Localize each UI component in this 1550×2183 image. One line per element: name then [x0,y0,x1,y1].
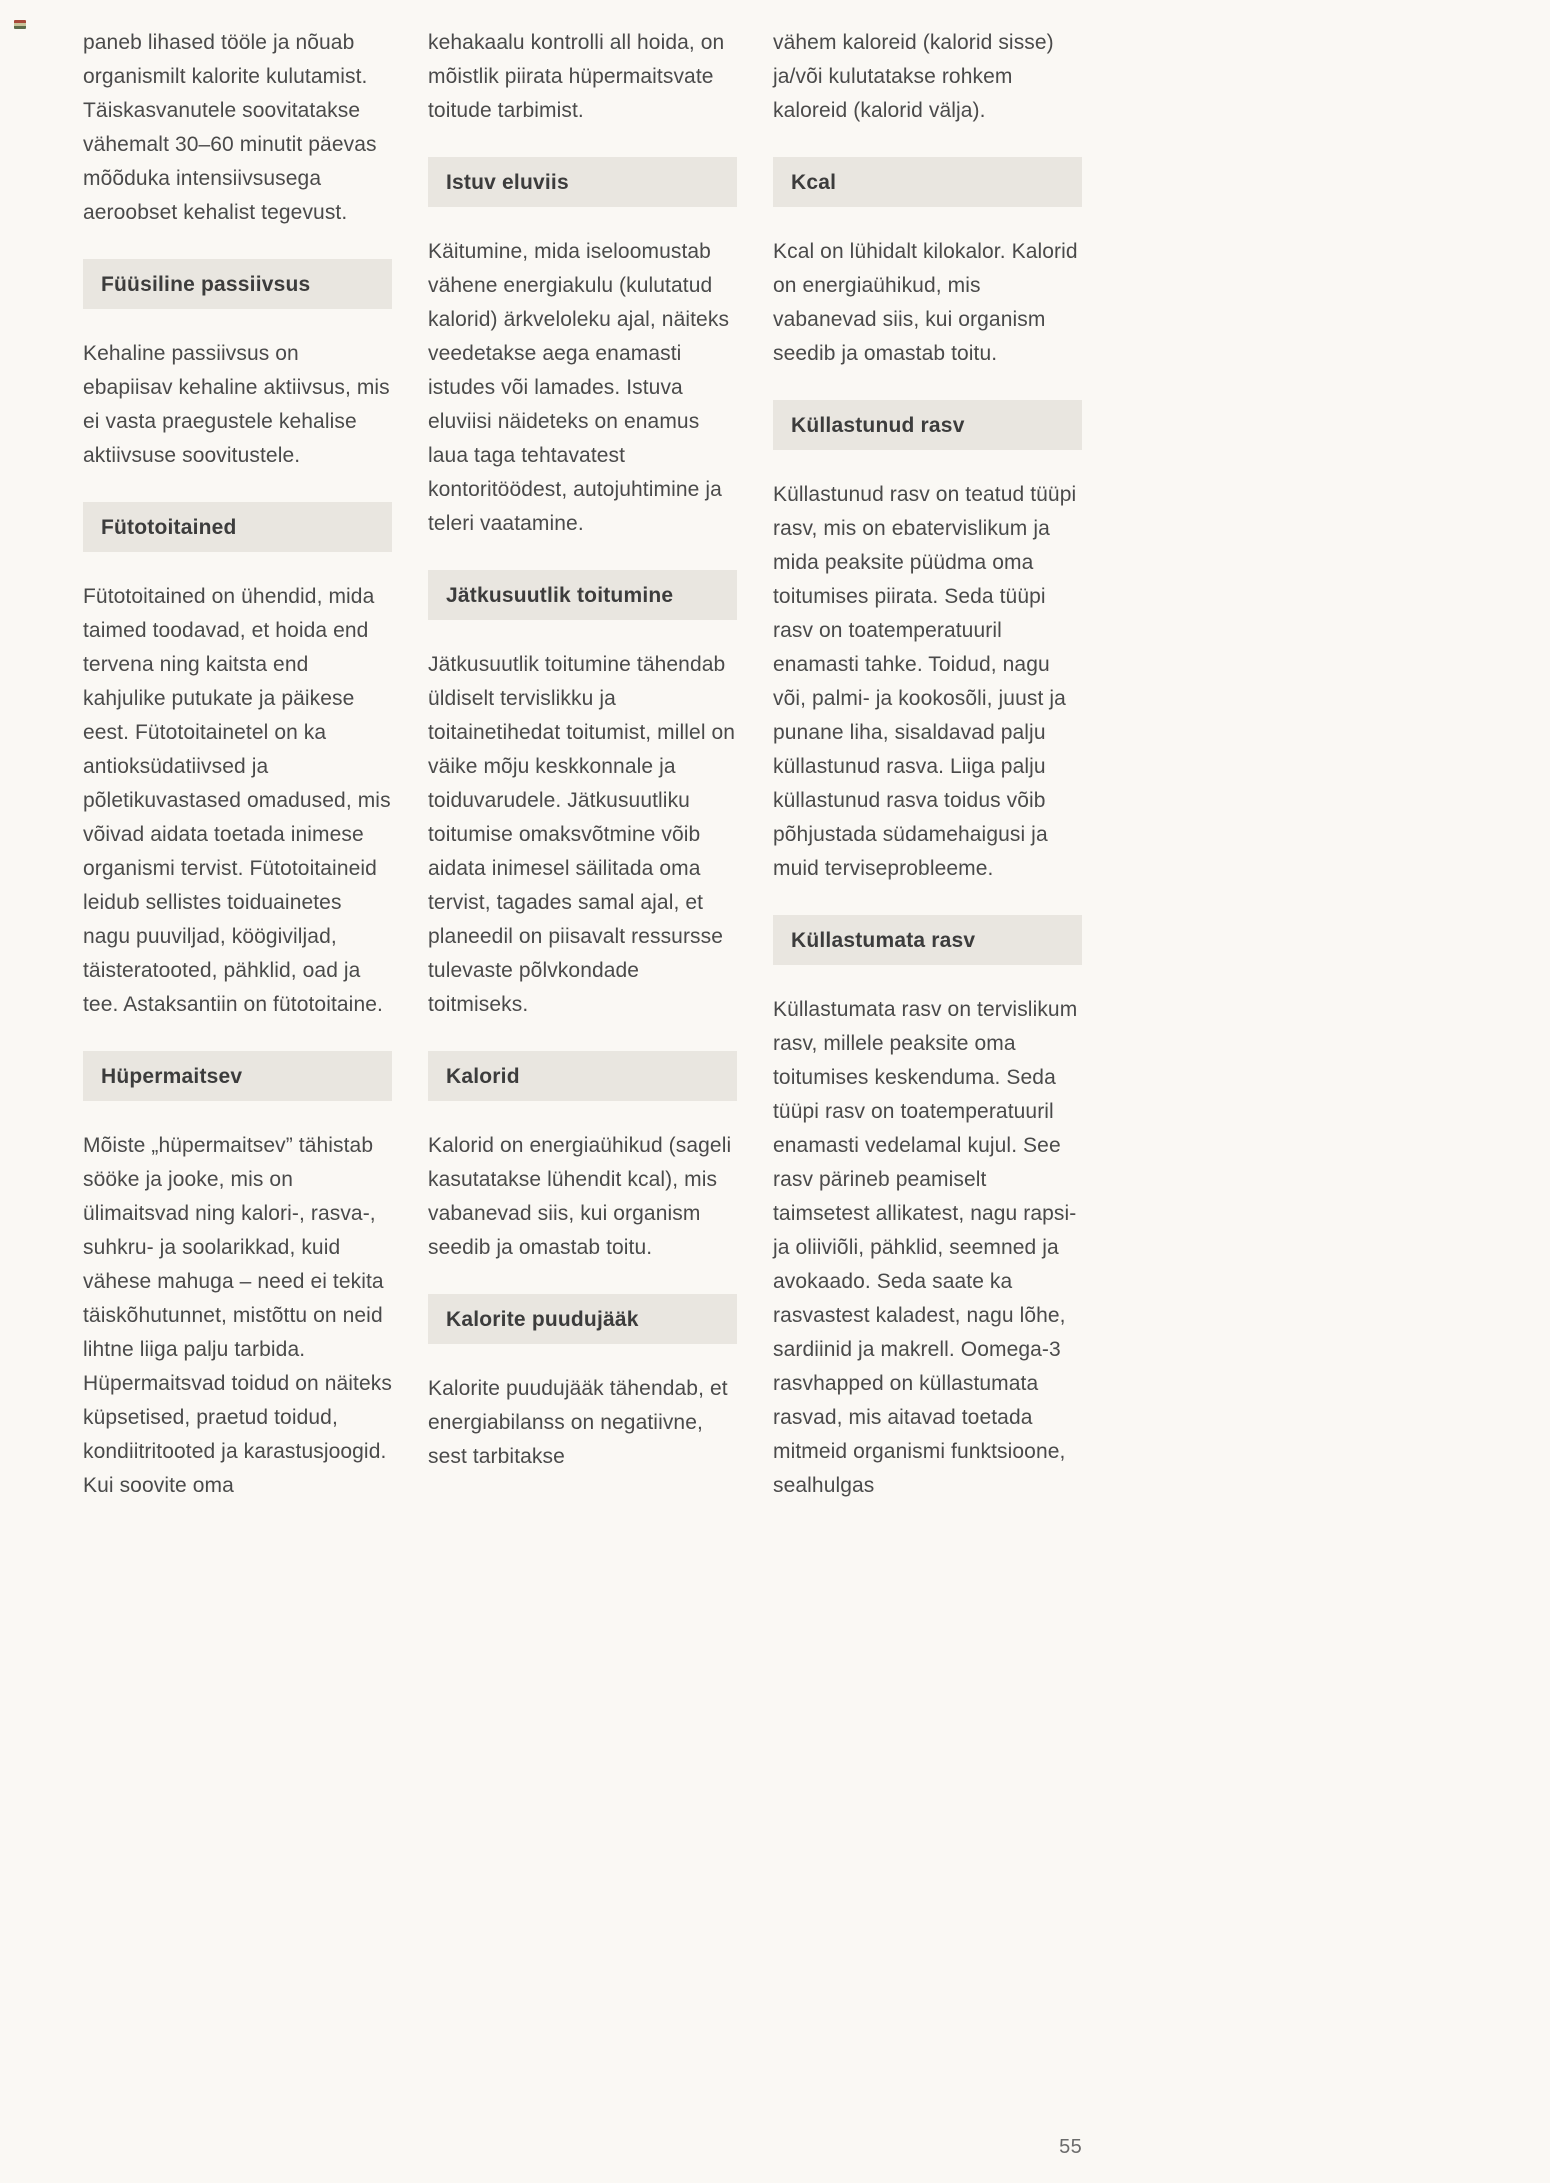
term-heading: Kcal [773,157,1082,207]
text-column [773,26,1082,1532]
definition-paragraph: kehakaalu kontrolli all hoida, on mõistlik piirata hüpermaitsvate toitude tarbimist. [428,31,725,122]
definition-paragraph: paneb lihased tööle ja nõuab organismilt kalorite kulutamist. Täiskasvanutele soovitatakse vähemalt 30–60 minutit päevas mõõduka intensiivsusega aeroobset kehalist tegevust. [83,31,377,224]
definition-paragraph: Kalorid on energiaühikud (sageli kasutatakse lühendit kcal), mis vabanevad siis, kui organism seedib ja omastab toitu. [428,1134,732,1259]
definition-paragraph: Fütotoitained on ühendid, mida taimed toodavad, et hoida end tervena ning kaitsta end kahjulike putukate ja päikese eest. Fütotoitainetel on ka antioksüdatiivsed ja põletikuvastased omadused, mis võivad aidata toetada inimese organismi tervist. Fütotoitaineid leidub sellistes toiduainetes nagu puuviljad, köögiviljad, täisteratooted, pähklid, oad ja tee. Astaksantiin on fütotoitaine. [83,585,391,1016]
definition-paragraph: Kalorite puudujääk tähendab, et energiabilanss on negatiivne, sest tarbitakse [428,1377,728,1468]
term-heading: Kalorid [428,1051,737,1101]
term-heading: Istuv eluviis [428,157,737,207]
text-column [83,26,392,1532]
definition-paragraph: Küllastumata rasv on tervislikum rasv, millele peaksite oma toitumises keskenduma. Seda tüüpi rasv on toatemperatuuril enamasti vedelamal kujul. See rasv pärineb peamiselt taimsetest allikatest, nagu rapsi- ja oliiviõli, pähklid, seemned ja avokaado. Seda saate ka rasvastest kaladest, nagu lõhe, sardiinid ja makrell. Oomega-3 rasvhapped on küllastumata rasvad, mis aitavad toetada mitmeid organismi funktsioone, sealhulgas [773,998,1078,1497]
term-heading: Füüsiline passiivsus [83,259,392,309]
definition-paragraph: Küllastunud rasv on teatud tüüpi rasv, mis on ebatervislikum ja mida peaksite püüdma oma toitumises piirata. Seda tüüpi rasv on toatemperatuuril enamasti tahke. Toidud, nagu või, palmi- ja kookosõli, juust ja punane liha, sisaldavad palju küllastunud rasva. Liiga palju küllastunud rasva toidus võib põhjustada südamehaigusi ja muid terviseprobleeme. [773,483,1077,880]
term-heading: Küllastunud rasv [773,400,1082,450]
term-heading: Küllastumata rasv [773,915,1082,965]
text-column [428,26,737,1532]
text-columns [83,26,1082,1532]
term-heading: Fütotoitained [83,502,392,552]
definition-paragraph: vähem kaloreid (kalorid sisse) ja/või kulutatakse rohkem kaloreid (kalorid välja). [773,31,1054,122]
definition-paragraph: Käitumine, mida iseloomustab vähene energiakulu (kulutatud kalorid) ärkveloleku ajal, näiteks veedetakse aega enamasti istudes või lamades. Istuva eluviisi näideteks on enamus laua taga tehtavatest kontoritöödest, autojuhtimine ja teleri vaatamine. [428,240,730,535]
definition-paragraph: Kcal on lühidalt kilokalor. Kalorid on energiaühikud, mis vabanevad siis, kui organism seedib ja omastab toitu. [773,240,1078,365]
term-heading: Hüpermaitsev [83,1051,392,1101]
term-heading: Kalorite puudujääk [428,1294,737,1344]
definition-paragraph: Kehaline passiivsus on ebapiisav kehaline aktiivsus, mis ei vasta praegustele kehalise aktiivsuse soovitustele. [83,342,390,467]
flag-icon [14,20,26,29]
page-number: 55 [1059,2136,1082,2158]
flag-stripe [14,26,26,29]
term-heading: Jätkusuutlik toitumine [428,570,737,620]
definition-paragraph: Jätkusuutlik toitumine tähendab üldiselt tervislikku ja toitainetihedat toitumist, millel on väike mõju keskkonnale ja toiduvarudele. Jätkusuutliku toitumise omaksvõtmine võib aidata inimesel säilitada oma tervist, tagades samal ajal, et planeedil on piisavalt ressursse tulevaste põlvkondade toitmiseks. [428,653,736,1016]
definition-paragraph: Mõiste „hüpermaitsev” tähistab sööke ja jooke, mis on ülimaitsvad ning kalori-, rasva-, suhkru- ja soolarikkad, kuid vähese mahuga – need ei tekita täiskõhutunnet, mistõttu on neid lihtne liiga palju tarbida. Hüpermaitsvad toidud on näiteks küpsetised, praetud toidud, kondiitritooted ja karastusjoogid. Kui soovite oma [83,1134,392,1497]
